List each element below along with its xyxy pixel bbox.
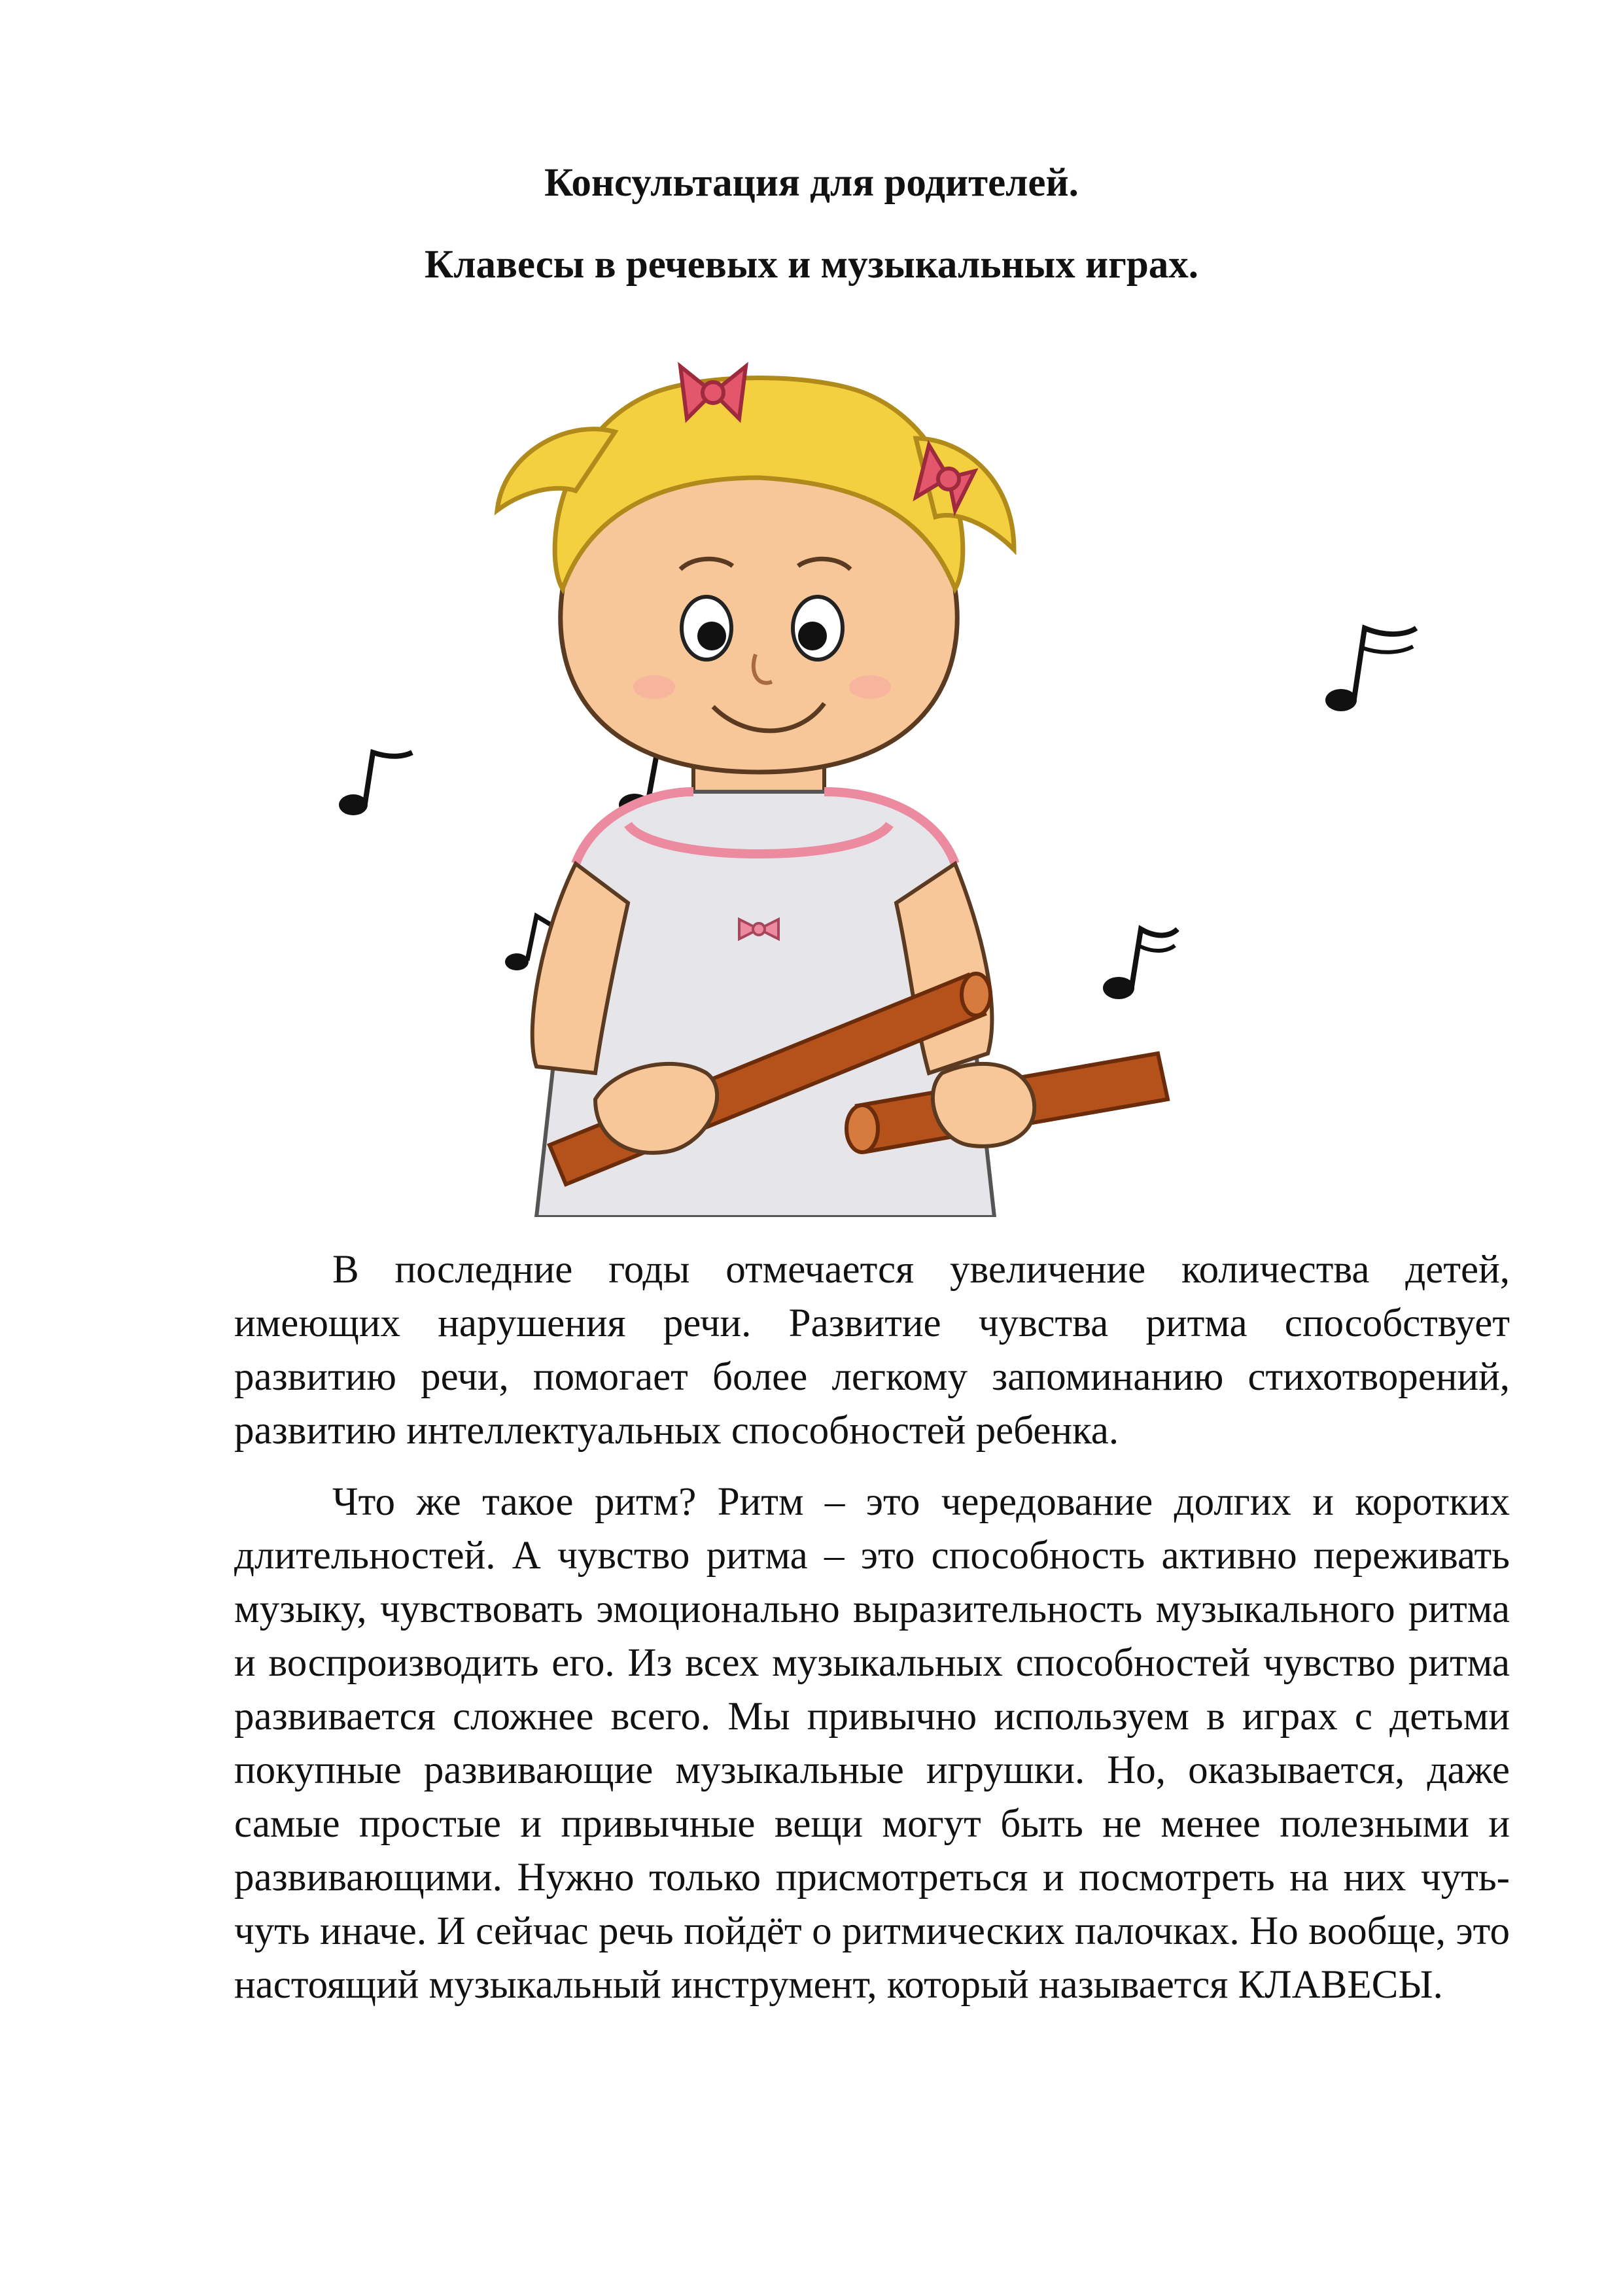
girl-figure	[497, 366, 1168, 1217]
title-line-1: Консультация для родителей.	[544, 161, 1079, 205]
music-note-icon	[1325, 628, 1416, 711]
title-line-2: Клавесы в речевых и музыкальных играх.	[424, 243, 1198, 287]
paragraph-2: Что же такое ритм? Ритм – это чередование долгих и коротких длительностей. А чувство ритма – это способность активно переживать музыку, чувствовать эмоционально выразительность музыкального ритма и воспроизводить его. Из всех музыкальных способностей чувство ритма развивается сложнее всего. Мы привычно используем в играх с детьми покупные развивающие музыкальные игрушки. Но, оказывается, даже самые простые и привычные вещи могут быть не менее полезными и развивающими. Нужно только присмотреться и посмотреть на них чуть-чуть иначе. И сейчас речь пойдёт о ритмических палочках. Но вообще, это настоящий музыкальный инструмент, который называется КЛАВЕСЫ.	[234, 1480, 1510, 2007]
paragraph-1: В последние годы отмечается увеличение количества детей, имеющих нарушения речи. Развитие чувства ритма способствует развитию речи, помогает более легкому запоминанию стихотворений, развитию интеллектуальных способностей ребенка.	[234, 1248, 1510, 1453]
girl-playing-claves-illustration	[288, 340, 1465, 1217]
music-note-icon	[339, 752, 412, 815]
dress-bow-icon	[739, 919, 778, 939]
music-note-icon	[1103, 929, 1178, 999]
